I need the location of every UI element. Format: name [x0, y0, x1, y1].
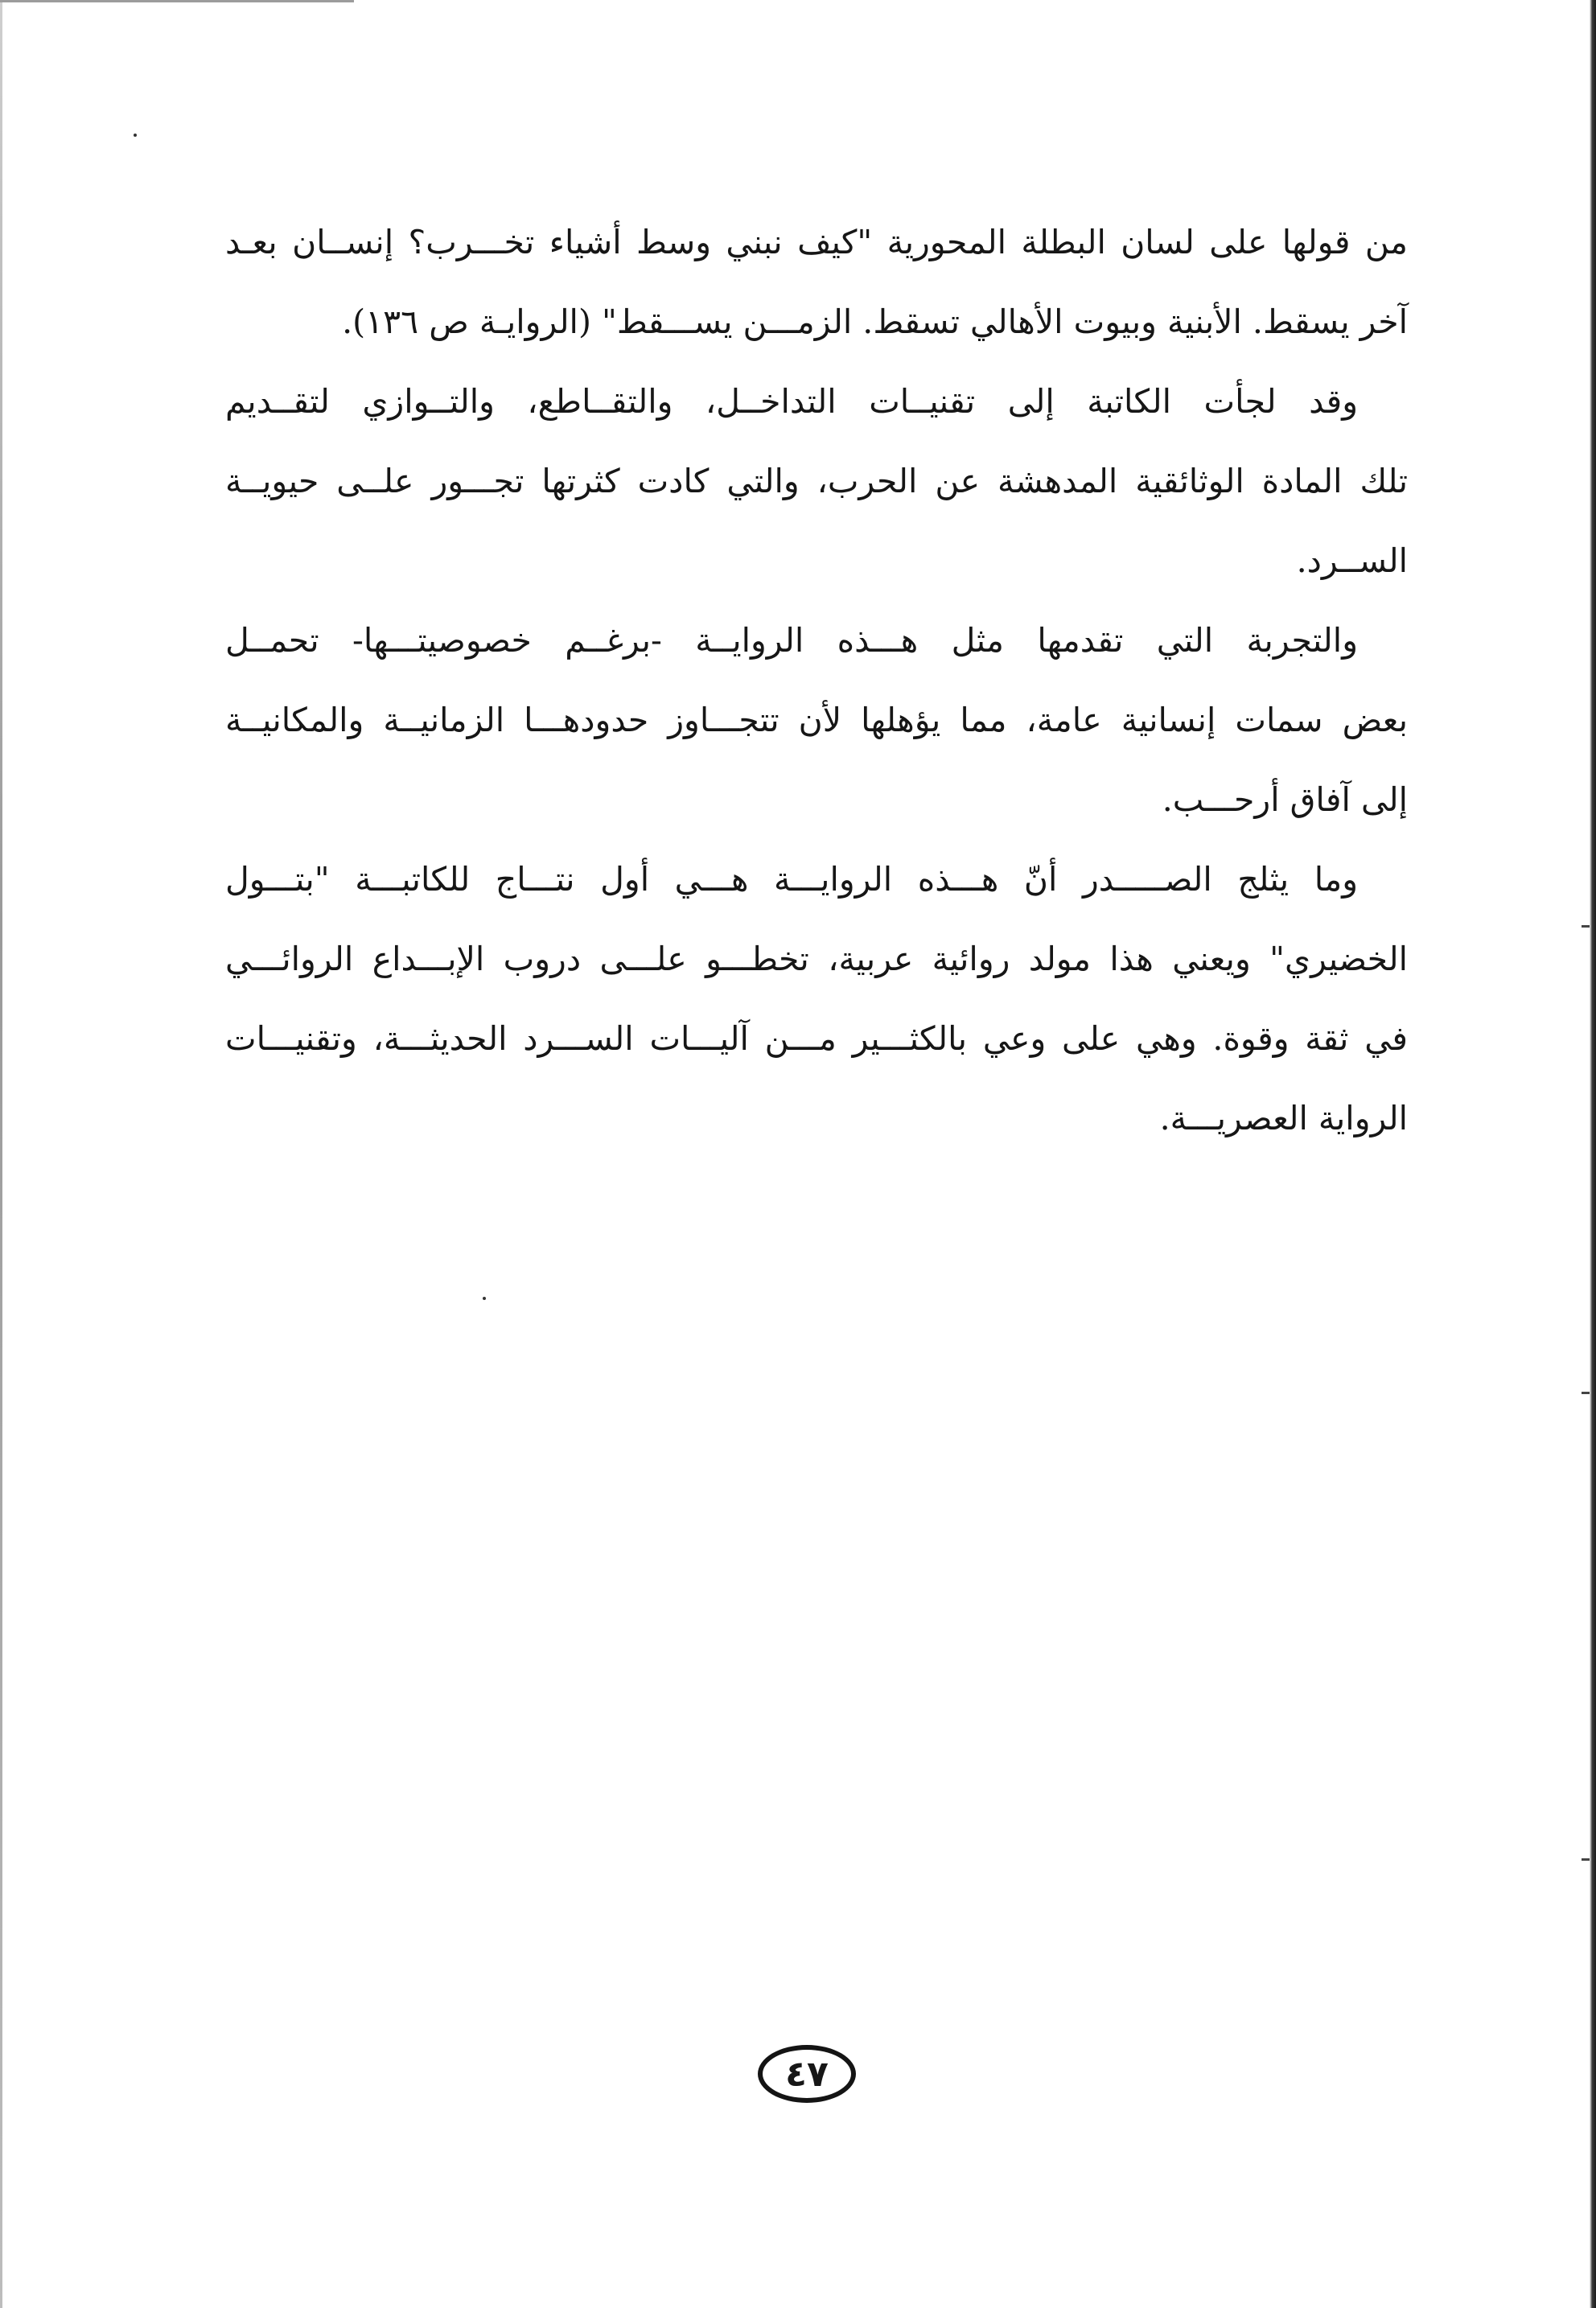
- scan-right-tick: [1582, 925, 1590, 928]
- scan-left-edge: [0, 0, 2, 2308]
- text-line: آخر يسقط. الأبنية وبيوت الأهالي تسقط. الزمـــن يســـقط" (الروايـة ص ١٣٦).: [342, 302, 1408, 341]
- text-line: إلى آفاق أرحـــب.: [1162, 780, 1408, 819]
- paragraph-3: [225, 601, 1408, 840]
- text-line: من قولها على لسان البطلة المحورية "كيف نبني وسط أشياء تخـــرب؟ إنســان بعـد: [225, 223, 1408, 261]
- body-text: [225, 203, 1408, 1158]
- scan-speck: [483, 1297, 486, 1300]
- text-line: وما يثلج الصـــــدر أنّ هـــذه الروايـــة هـــي أول نتـــاج للكاتبـــة "بتـــول: [225, 860, 1358, 899]
- scan-right-edge: [1590, 0, 1596, 2308]
- page-number-text: ٤٧: [785, 2053, 829, 2095]
- text-line: الســرد.: [1296, 541, 1408, 580]
- text-line: تلك المادة الوثائقية المدهشة عن الحرب، والتي كادت كثرتها تجـــور علــى حيويــة: [225, 462, 1408, 500]
- scan-top-mark: [0, 0, 354, 2]
- text-line: والتجربة التي تقدمها مثل هـــذه الروايــة -برغــم خصوصيتـــها- تحمــل: [225, 621, 1358, 660]
- paragraph-1: [225, 203, 1408, 362]
- scan-right-tick: [1582, 1392, 1590, 1394]
- paragraph-4: [225, 840, 1408, 1158]
- text-line: الخضيري" ويعني هذا مولد روائية عربية، تخطـــو علـــى دروب الإبـــداع الروائـــي: [225, 940, 1408, 978]
- text-line: في ثقة وقوة. وهي على وعي بالكثـــير مـــن آليـــات الســـرد الحديثـــة، وتقنيـــات: [225, 1019, 1408, 1058]
- scan-right-tick: [1582, 1858, 1590, 1861]
- text-line: وقد لجأت الكاتبة إلى تقنيــات التداخــل، والتقــاطع، والتــوازي لتقــديم: [225, 382, 1358, 421]
- text-line: بعض سمات إنسانية عامة، مما يؤهلها لأن تتجـــاوز حدودهـــا الزمانيــة والمكانيــة: [225, 701, 1408, 739]
- paragraph-2: [225, 362, 1408, 601]
- text-line: الرواية العصريـــة.: [1159, 1099, 1408, 1138]
- scan-speck: [134, 134, 137, 137]
- page-number: [758, 2045, 856, 2103]
